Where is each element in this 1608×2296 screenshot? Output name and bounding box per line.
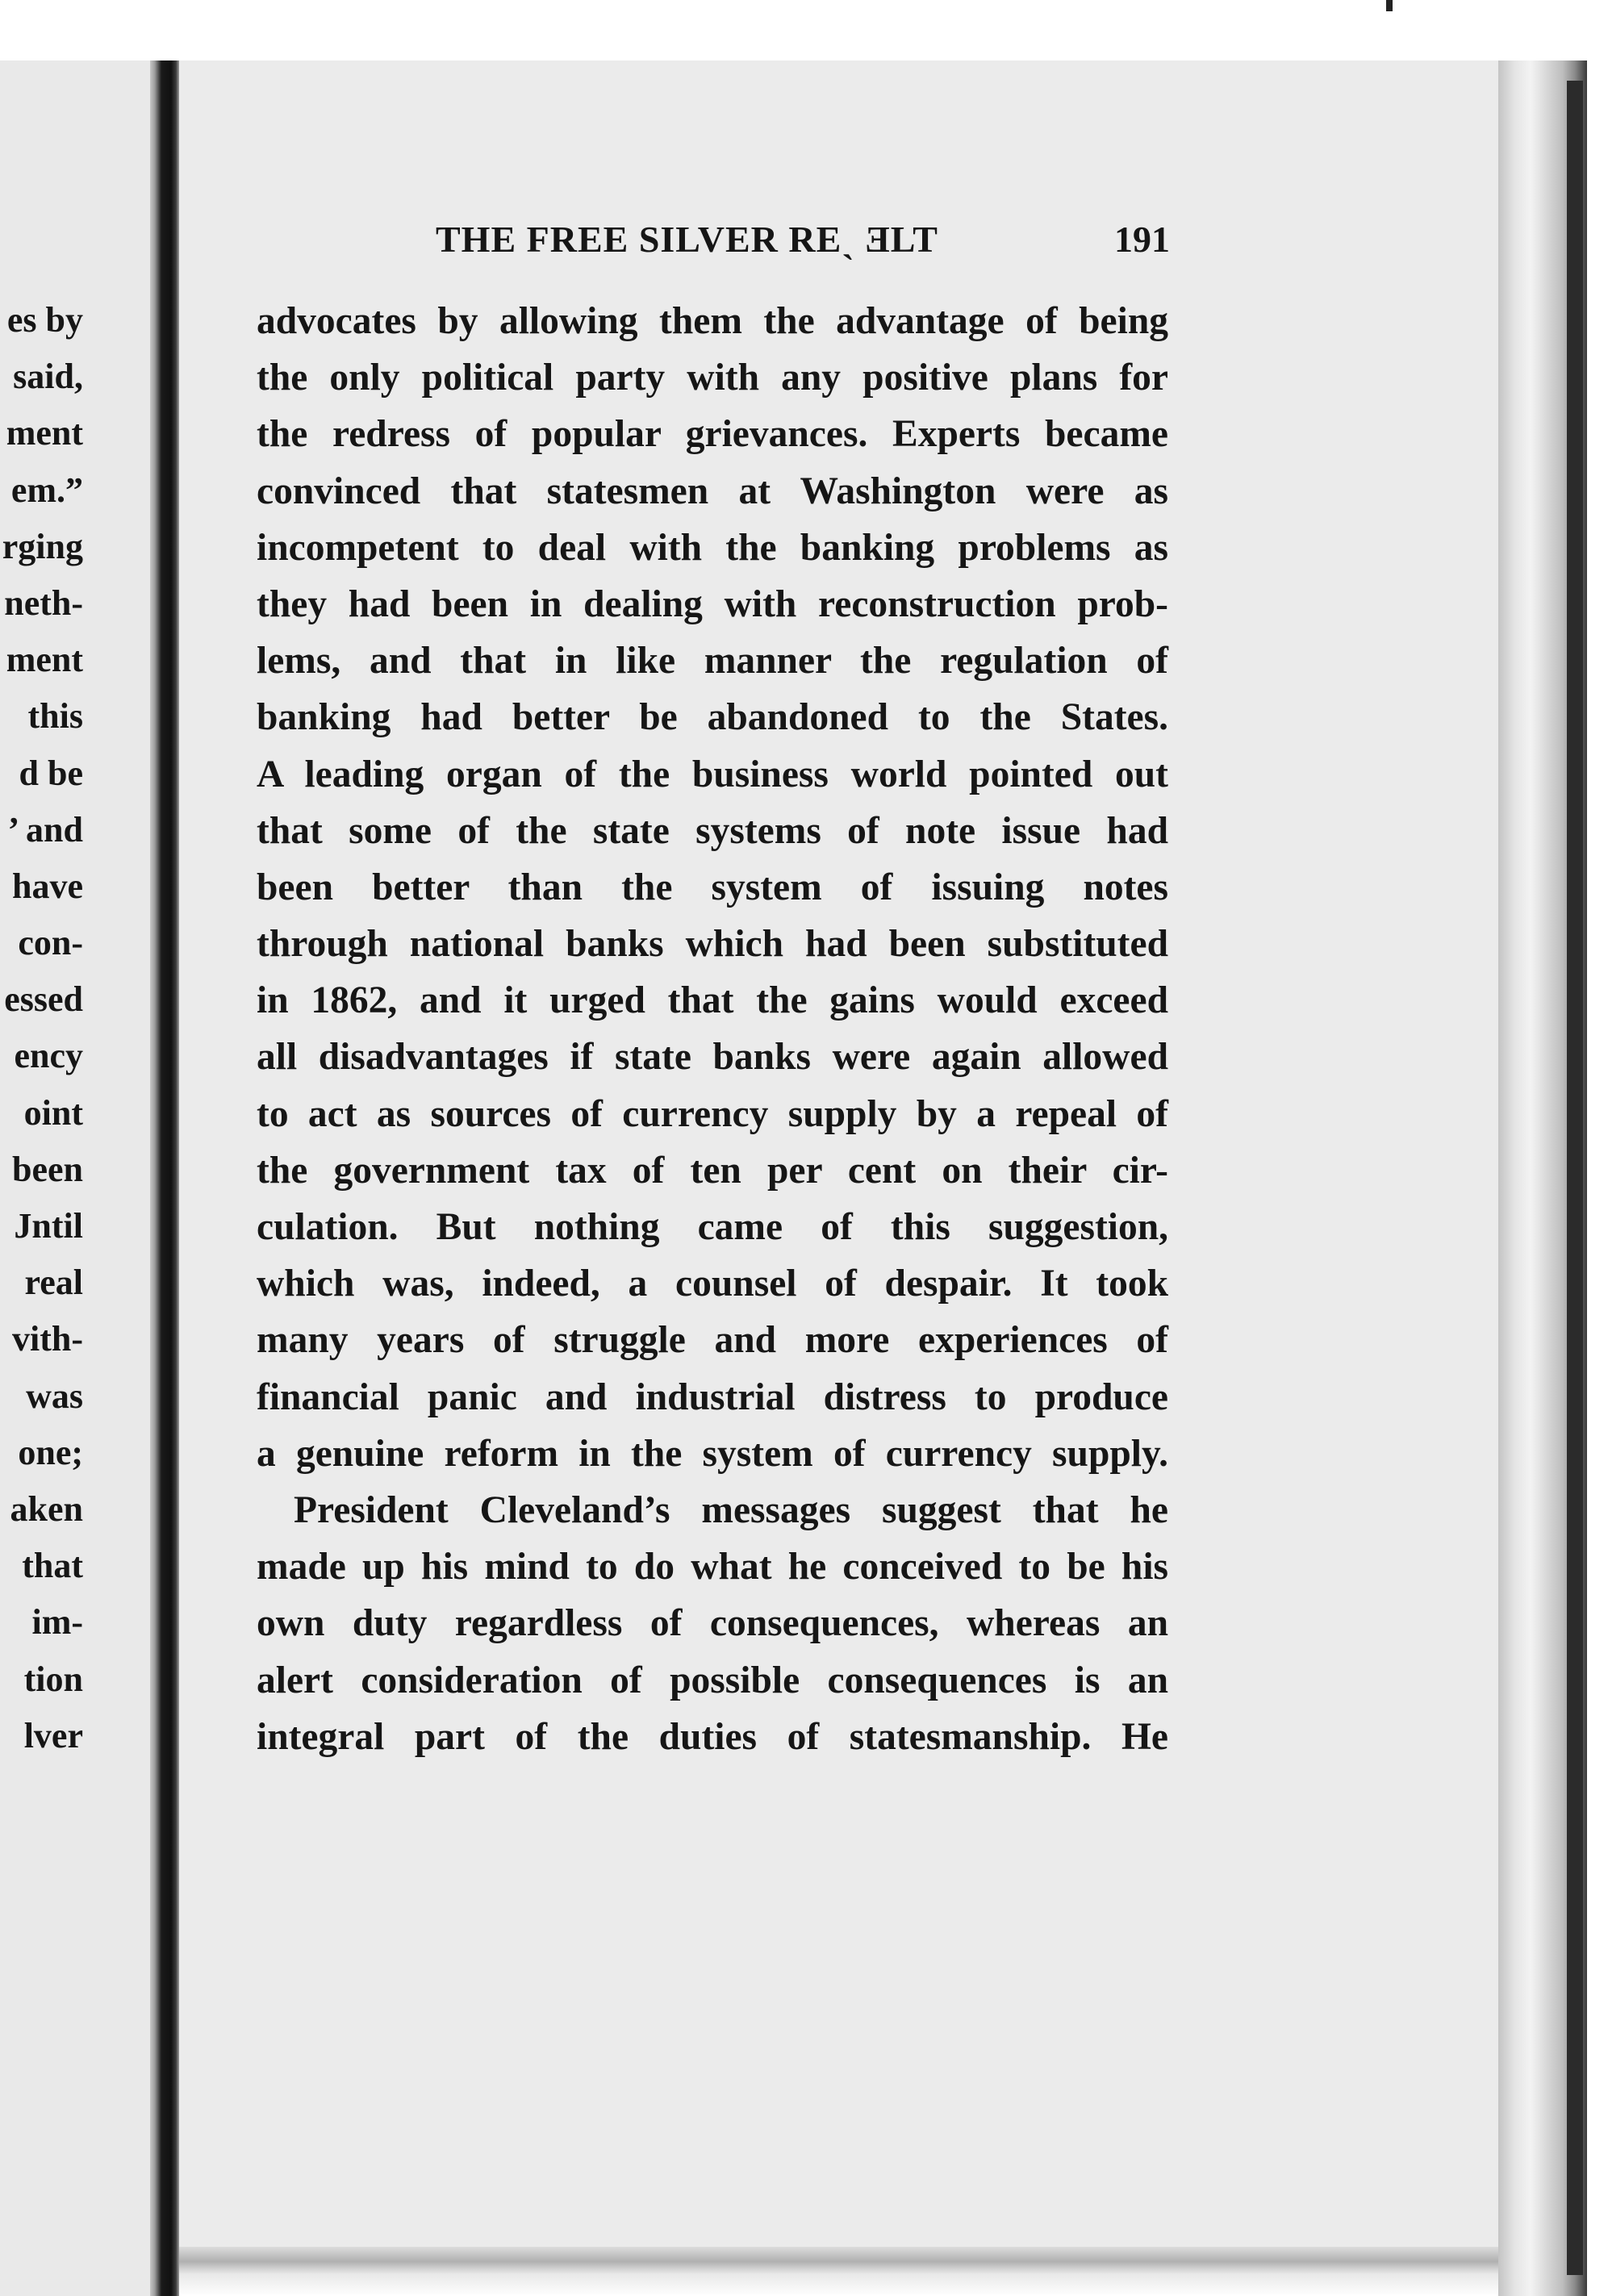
left-line: aken xyxy=(10,1488,83,1529)
left-line: real xyxy=(24,1263,83,1303)
left-line: lver xyxy=(23,1715,83,1755)
text-line: banking had better be abandoned to the States. xyxy=(257,696,1168,739)
text-line: lems, and that in like manner the regulation of xyxy=(257,640,1168,683)
left-line: this xyxy=(27,696,83,737)
text-line: made up his mind to do what he conceived to be his xyxy=(257,1546,1168,1588)
left-line: essed xyxy=(4,979,83,1020)
text-line: which was, indeed, a counsel of despair. It took xyxy=(257,1263,1168,1305)
left-line: one; xyxy=(18,1432,83,1472)
left-line: neth- xyxy=(4,582,83,623)
running-head: THE FREE SILVER REˎ ƎLT xyxy=(436,219,938,260)
left-page-text xyxy=(0,292,83,1764)
left-line: ency xyxy=(14,1036,83,1076)
page-bottom-edge xyxy=(179,2247,1498,2296)
left-line: said, xyxy=(13,357,83,397)
left-line: was xyxy=(26,1376,83,1416)
left-line: con- xyxy=(18,923,83,963)
text-line: all disadvantages if state banks were again allowed xyxy=(257,1036,1168,1079)
text-line: advocates by allowing them the advantage of being xyxy=(257,300,1168,342)
left-line: em.” xyxy=(10,470,83,510)
text-line: financial panic and industrial distress to produce xyxy=(257,1376,1168,1418)
scan-border xyxy=(1567,81,1583,2275)
text-line: they had been in dealing with reconstruction prob- xyxy=(257,582,1168,625)
page-body xyxy=(257,293,1168,1765)
text-line: incompetent to deal with the banking problems as xyxy=(257,526,1168,569)
left-line: es by xyxy=(6,300,83,340)
text-line: to act as sources of currency supply by a repeal of xyxy=(257,1092,1168,1135)
left-line: d be xyxy=(19,753,83,793)
left-line: Jntil xyxy=(14,1206,83,1246)
left-line: been xyxy=(12,1149,83,1189)
text-line: integral part of the duties of statesmanship. He xyxy=(257,1715,1168,1758)
text-line: many years of struggle and more experiences of xyxy=(257,1319,1168,1362)
text-line: the only political party with any positive plans for xyxy=(257,357,1168,399)
left-line: im- xyxy=(31,1602,83,1643)
text-line: culation. But nothing came of this suggestion, xyxy=(257,1206,1168,1248)
text-line: been better than the system of issuing notes xyxy=(257,866,1168,908)
text-line: own duty regardless of consequences, whereas an xyxy=(257,1602,1168,1645)
left-line: ment xyxy=(6,640,83,680)
paragraph-first-line: President Cleveland’s messages suggest that he xyxy=(294,1488,1168,1531)
left-line: ’ and xyxy=(7,809,83,850)
text-line: convinced that statesmen at Washington were as xyxy=(257,470,1168,512)
scan-smudge xyxy=(1386,0,1393,11)
text-line: A leading organ of the business world pointed out xyxy=(257,753,1168,795)
text-line: the government tax of ten per cent on their cir- xyxy=(257,1149,1168,1192)
left-line: tion xyxy=(23,1659,83,1699)
left-line: have xyxy=(12,866,83,906)
text-line: alert consideration of possible consequences is an xyxy=(257,1659,1168,1701)
left-line: rging xyxy=(2,526,83,566)
text-line: the redress of popular grievances. Experts became xyxy=(257,413,1168,456)
text-line: a genuine reform in the system of currency supply. xyxy=(257,1432,1168,1475)
page-header xyxy=(258,218,1170,274)
text-line: through national banks which had been substituted xyxy=(257,923,1168,966)
text-line: that some of the state systems of note issue had xyxy=(257,809,1168,852)
left-line: oint xyxy=(23,1092,83,1133)
left-line: that xyxy=(22,1546,83,1586)
page-number: 191 xyxy=(1114,219,1170,260)
text-line: in 1862, and it urged that the gains would exceed xyxy=(257,979,1168,1022)
book-gutter xyxy=(150,61,179,2296)
left-line: ment xyxy=(6,413,83,453)
left-line: vith- xyxy=(12,1319,83,1359)
